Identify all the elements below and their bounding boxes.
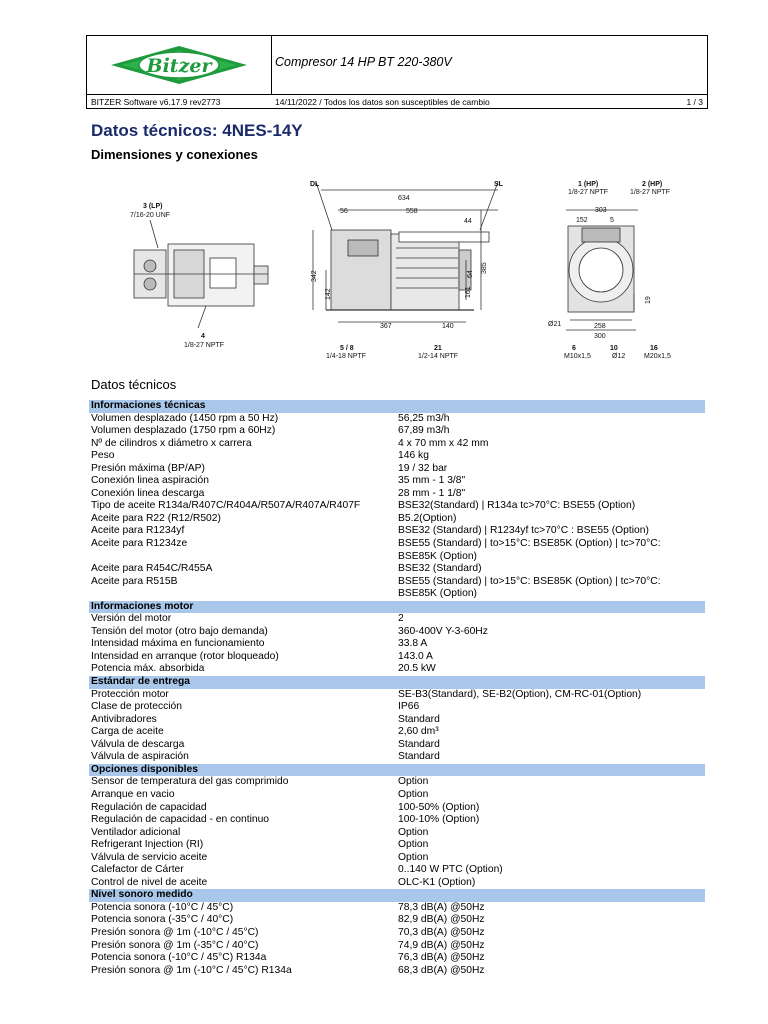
row-value-line: B5.2(Option) <box>398 512 457 524</box>
row-label: Válvula de aspiración <box>91 751 189 763</box>
row-value-line: 100-50% (Option) <box>398 801 480 813</box>
row-label: Volumen desplazado (1750 rpm a 60Hz) <box>91 425 276 437</box>
row-label: Presión sonora @ 1m (-10°C / 45°C) <box>91 926 259 938</box>
table-row <box>89 877 705 890</box>
sl-label: SL <box>494 181 503 188</box>
table-row <box>89 776 705 789</box>
row-value <box>398 613 705 626</box>
row-label: Regulación de capacidad - en continuo <box>91 814 270 826</box>
table-row <box>89 425 705 438</box>
row-label: Aceite para R515B <box>91 575 178 587</box>
row-value-line: 67,89 m3/h <box>398 425 450 437</box>
dim-64: 64 <box>467 270 474 278</box>
table-row <box>89 651 705 664</box>
row-label: Tipo de aceite R134a/R407C/R404A/R507A/R407A/R407F <box>91 500 361 512</box>
table-row <box>89 852 705 865</box>
row-value <box>398 576 705 601</box>
section-header: Estándar de entrega <box>89 676 705 689</box>
row-value-line: Option <box>398 826 429 838</box>
table-row <box>89 802 705 815</box>
row-label: Válvula de descarga <box>91 738 185 750</box>
table-row <box>89 626 705 639</box>
dimensions-title: Dimensiones y conexiones <box>91 147 258 162</box>
row-value <box>398 814 705 827</box>
row-label: Refrigerant Injection (RI) <box>91 839 204 851</box>
row-label: Calefactor de Cárter <box>91 864 184 876</box>
row-label: Control de nivel de aceite <box>91 876 208 888</box>
row-value-line: 76,3 dB(A) @50Hz <box>398 952 485 964</box>
row-value-line: Option <box>398 788 429 800</box>
table-row <box>89 450 705 463</box>
row-value-line: 146 kg <box>398 450 429 462</box>
row-value-line: 19 / 32 bar <box>398 462 448 474</box>
row-label: Regulación de capacidad <box>91 801 207 813</box>
dim-5: 5 <box>610 217 614 224</box>
header-divider-horizontal <box>87 94 707 95</box>
row-label: Potencia sonora (-10°C / 45°C) <box>91 901 234 913</box>
table-row <box>89 940 705 953</box>
table-row <box>89 488 705 501</box>
row-value-line: BSE85K (Option) <box>398 588 477 600</box>
table-row <box>89 638 705 651</box>
row-value-line: 0..140 W PTC (Option) <box>398 864 503 876</box>
table-row <box>89 914 705 927</box>
table-row <box>89 952 705 965</box>
table-row <box>89 463 705 476</box>
table-row <box>89 839 705 852</box>
table-row <box>89 751 705 764</box>
row-value <box>398 438 705 451</box>
row-label: Presión máxima (BP/AP) <box>91 462 205 474</box>
dl-label: DL <box>310 181 320 188</box>
row-value-line: BSE32(Standard) | R134a tc>70°C: BSE55 (Option) <box>398 500 636 512</box>
row-value-line: Standard <box>398 738 440 750</box>
row-label: Potencia sonora (-35°C / 40°C) <box>91 914 234 926</box>
hp1-thread: 1/8-27 NPTF <box>568 189 609 196</box>
table-row <box>89 500 705 513</box>
row-value <box>398 513 705 526</box>
table-row <box>89 789 705 802</box>
row-value <box>398 638 705 651</box>
row-label: Volumen desplazado (1450 rpm a 50 Hz) <box>91 412 279 424</box>
row-value-line: 68,3 dB(A) @50Hz <box>398 964 485 976</box>
row-value-line: 2,60 dm³ <box>398 726 439 738</box>
row-value <box>398 538 705 563</box>
row-value-line: Standard <box>398 751 440 763</box>
row-label: Nº de cilindros x diámetro x carrera <box>91 437 252 449</box>
row-value <box>398 789 705 802</box>
row-value <box>398 626 705 639</box>
row-value <box>398 965 705 978</box>
row-label: Intensidad en arranque (rotor bloqueado) <box>91 650 279 662</box>
main-title: Datos técnicos: 4NES-14Y <box>91 121 303 140</box>
hp2-label: 2 (HP) <box>642 181 663 188</box>
technical-drawing <box>86 170 706 370</box>
header-divider-vertical <box>271 36 272 94</box>
dim-142: 142 <box>325 288 332 300</box>
dim-342: 342 <box>311 270 318 282</box>
dim-152: 152 <box>576 217 588 224</box>
table-row <box>89 965 705 978</box>
table-row <box>89 726 705 739</box>
row-value <box>398 852 705 865</box>
row-label: Intensidad máxima en funcionamiento <box>91 638 265 650</box>
bitzer-logo-icon <box>109 44 249 86</box>
row-value <box>398 739 705 752</box>
port16-thread: M20x1,5 <box>644 353 671 360</box>
dim-161: 161 <box>465 286 472 298</box>
row-value <box>398 689 705 702</box>
row-value <box>398 488 705 501</box>
row-value <box>398 413 705 426</box>
port6-thread: M10x1,5 <box>564 353 591 360</box>
row-value <box>398 425 705 438</box>
row-label: Presión sonora @ 1m (-35°C / 40°C) <box>91 939 259 951</box>
table-row <box>89 438 705 451</box>
row-value-line: 82,9 dB(A) @50Hz <box>398 914 485 926</box>
row-value <box>398 776 705 789</box>
tech-data-table <box>89 400 705 977</box>
table-row <box>89 613 705 626</box>
row-value-line: 20.5 kW <box>398 663 436 675</box>
document-header <box>86 35 708 109</box>
row-value <box>398 940 705 953</box>
row-label: Conexión linea descarga <box>91 487 205 499</box>
dim-258: 258 <box>594 323 606 330</box>
row-label: Sensor de temperatura del gas comprimido <box>91 776 289 788</box>
row-value-line: 70,3 dB(A) @50Hz <box>398 926 485 938</box>
dim-385: 385 <box>481 262 488 274</box>
row-value <box>398 450 705 463</box>
table-row <box>89 701 705 714</box>
row-value <box>398 802 705 815</box>
dim-558: 558 <box>406 208 418 215</box>
row-value <box>398 701 705 714</box>
row-value-line: BSE55 (Standard) | to>15°C: BSE85K (Option) | tc>70°C: <box>398 575 661 587</box>
front-view-drawing <box>566 210 638 330</box>
port4-thread: 1/8-27 NPTF <box>184 342 225 349</box>
dim-634: 634 <box>398 195 410 202</box>
section-header: Informaciones motor <box>89 601 705 614</box>
row-value-line: 4 x 70 mm x 42 mm <box>398 437 489 449</box>
row-value <box>398 525 705 538</box>
row-value <box>398 714 705 727</box>
row-value-line: Option <box>398 851 429 863</box>
table-row <box>89 864 705 877</box>
row-value <box>398 751 705 764</box>
row-label: Carga de aceite <box>91 726 164 738</box>
table-row <box>89 714 705 727</box>
row-label: Potencia sonora (-10°C / 45°C) R134a <box>91 952 267 964</box>
row-value <box>398 952 705 965</box>
table-row <box>89 739 705 752</box>
section-header: Opciones disponibles <box>89 764 705 777</box>
section-header: Nivel sonoro medido <box>89 889 705 902</box>
port58-label: 5 / 8 <box>340 345 354 352</box>
row-label: Aceite para R22 (R12/R502) <box>91 512 221 524</box>
row-label: Presión sonora @ 1m (-10°C / 45°C) R134a <box>91 964 292 976</box>
port21-thread: 1/2-14 NPTF <box>418 353 459 360</box>
row-value <box>398 902 705 915</box>
row-value <box>398 877 705 890</box>
row-label: Clase de protección <box>91 701 183 713</box>
row-value-line: 143.0 A <box>398 650 433 662</box>
lp-port-label: 3 (LP) <box>143 203 163 210</box>
product-title: Compresor 14 HP BT 220-380V <box>275 55 452 69</box>
side-view-drawing <box>313 182 498 322</box>
row-value-line: BSE32 (Standard) | R1234yf tc>70°C : BSE55 (Option) <box>398 525 649 537</box>
hp1-label: 1 (HP) <box>578 181 599 188</box>
row-value-line: 35 mm - 1 3/8" <box>398 475 466 487</box>
row-value-line: Standard <box>398 713 440 725</box>
table-row <box>89 563 705 576</box>
row-value-line: Option <box>398 839 429 851</box>
row-value <box>398 726 705 739</box>
row-label: Potencia máx. absorbida <box>91 663 205 675</box>
row-value <box>398 827 705 840</box>
row-label: Conexión linea aspiración <box>91 475 209 487</box>
top-view-drawing <box>134 220 268 328</box>
row-value-line: 56,25 m3/h <box>398 412 450 424</box>
row-value-line: 360-400V Y-3-60Hz <box>398 625 488 637</box>
table-row <box>89 525 705 538</box>
row-label: Peso <box>91 450 115 462</box>
port10-thread: Ø12 <box>612 353 626 360</box>
date-note: 14/11/2022 / Todos los datos son susceptibles de cambio <box>275 97 490 107</box>
dim-300: 300 <box>594 333 606 340</box>
table-row <box>89 902 705 915</box>
row-label: Protección motor <box>91 688 169 700</box>
row-value-line: Option <box>398 776 429 788</box>
row-value-line: 74,9 dB(A) @50Hz <box>398 939 485 951</box>
row-value-line: 28 mm - 1 1/8" <box>398 487 466 499</box>
lp-port-thread: 7/16-20 UNF <box>130 212 171 219</box>
table-row <box>89 814 705 827</box>
table-row <box>89 475 705 488</box>
row-value-line: BSE85K (Option) <box>398 550 477 562</box>
row-label: Arranque en vacio <box>91 788 175 800</box>
row-value <box>398 927 705 940</box>
row-label: Antivibradores <box>91 713 157 725</box>
table-row <box>89 689 705 702</box>
row-value-line: 33.8 A <box>398 638 428 650</box>
row-value <box>398 463 705 476</box>
table-row <box>89 513 705 526</box>
table-row <box>89 538 705 563</box>
table-row <box>89 663 705 676</box>
row-value <box>398 663 705 676</box>
row-value-line: OLC-K1 (Option) <box>398 876 476 888</box>
row-value <box>398 500 705 513</box>
row-value <box>398 651 705 664</box>
row-label: Aceite para R454C/R455A <box>91 563 213 575</box>
row-value <box>398 839 705 852</box>
hp2-thread: 1/8-27 NPTF <box>630 189 671 196</box>
dim-367: 367 <box>380 323 392 330</box>
row-label: Aceite para R1234yf <box>91 525 185 537</box>
row-value-line: 100-10% (Option) <box>398 814 480 826</box>
dim-140: 140 <box>442 323 454 330</box>
row-label: Válvula de servicio aceite <box>91 851 208 863</box>
row-value-line: 2 <box>398 613 404 625</box>
port10-label: 10 <box>610 345 618 352</box>
table-row <box>89 576 705 601</box>
row-value-line: IP66 <box>398 701 420 713</box>
logo-text: Bitzer <box>146 55 212 77</box>
row-value-line: SE-B3(Standard), SE-B2(Option), CM-RC-01(Option) <box>398 688 642 700</box>
row-value <box>398 563 705 576</box>
port16-label: 16 <box>650 345 658 352</box>
page-number: 1 / 3 <box>686 97 703 107</box>
dim-21: Ø21 <box>548 321 562 328</box>
port6-label: 6 <box>572 345 576 352</box>
table-row <box>89 413 705 426</box>
row-value <box>398 475 705 488</box>
row-value <box>398 914 705 927</box>
row-label: Aceite para R1234ze <box>91 538 188 550</box>
dim-44: 44 <box>464 218 472 225</box>
software-version: BITZER Software v6.17.9 rev2773 <box>91 97 221 107</box>
table-row <box>89 827 705 840</box>
dim-19: 19 <box>645 296 652 304</box>
dim-56: 56 <box>340 208 348 215</box>
dim-303: 303 <box>595 207 607 214</box>
row-label: Ventilador adicional <box>91 826 181 838</box>
row-value-line: BSE55 (Standard) | to>15°C: BSE85K (Option) | tc>70°C: <box>398 538 661 550</box>
row-label: Versión del motor <box>91 613 172 625</box>
port21-label: 21 <box>434 345 442 352</box>
tech-data-title: Datos técnicos <box>91 377 177 392</box>
row-value <box>398 864 705 877</box>
row-label: Tensión del motor (otro bajo demanda) <box>91 625 268 637</box>
section-header: Informaciones técnicas <box>89 400 705 413</box>
port58-thread: 1/4-18 NPTF <box>326 353 367 360</box>
row-value-line: BSE32 (Standard) <box>398 563 482 575</box>
table-row <box>89 927 705 940</box>
row-value-line: 78,3 dB(A) @50Hz <box>398 901 485 913</box>
port4-label: 4 <box>201 333 205 340</box>
